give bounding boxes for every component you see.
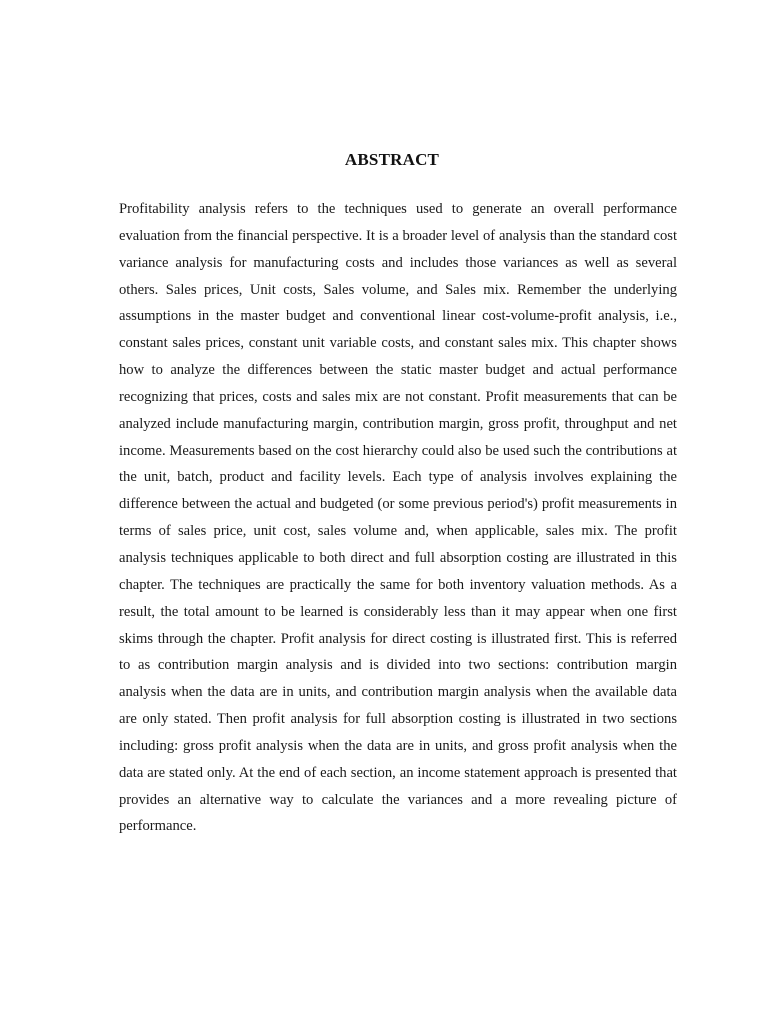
abstract-heading: ABSTRACT [344,150,440,169]
abstract-paragraph: Profitability analysis refers to the techniques used to generate an overall performance evaluation from the financial perspective. It is a broader level of analysis than the standard cost variance analysis for manufacturing costs and includes those variances as well as several others. Sales prices, Unit costs, Sales volume, and Sales mix. Remember the underlying assumptions in the master budget and conventional linear cost-volume-profit analysis, i.e., constant sales prices, constant unit variable costs, and constant sales mix. This chapter shows how to analyze the differences between the static master budget and actual performance recognizing that prices, costs and sales mix are not constant. Profit measurements that can be analyzed include manufacturing margin, contribution margin, gross profit, throughput and net income. Measurements based on the cost hierarchy could also be used such the contributions at the unit, batch, product and facility levels. Each type of analysis involves explaining the difference between the actual and budgeted (or some previous period's) profit measurements in terms of sales price, unit cost, sales volume and, when applicable, sales mix. The profit analysis techniques applicable to both direct and full absorption costing are illustrated in this chapter. The techniques are practically the same for both inventory valuation methods. As a result, the total amount to be learned is considerably less than it may appear when one first skims through the chapter. Profit analysis for direct costing is illustrated first. This is referred to as contribution margin analysis and is divided into two sections: contribution margin analysis when the data are in units, and contribution margin analysis when the available data are only stated. Then profit analysis for full absorption costing is illustrated in two sections including: gross profit analysis when the data are in units, and gross profit analysis when the data are stated only. At the end of each section, an income statement approach is presented that provides an alternative way to calculate the variances and a more revealing picture of performance. [119,201,677,835]
